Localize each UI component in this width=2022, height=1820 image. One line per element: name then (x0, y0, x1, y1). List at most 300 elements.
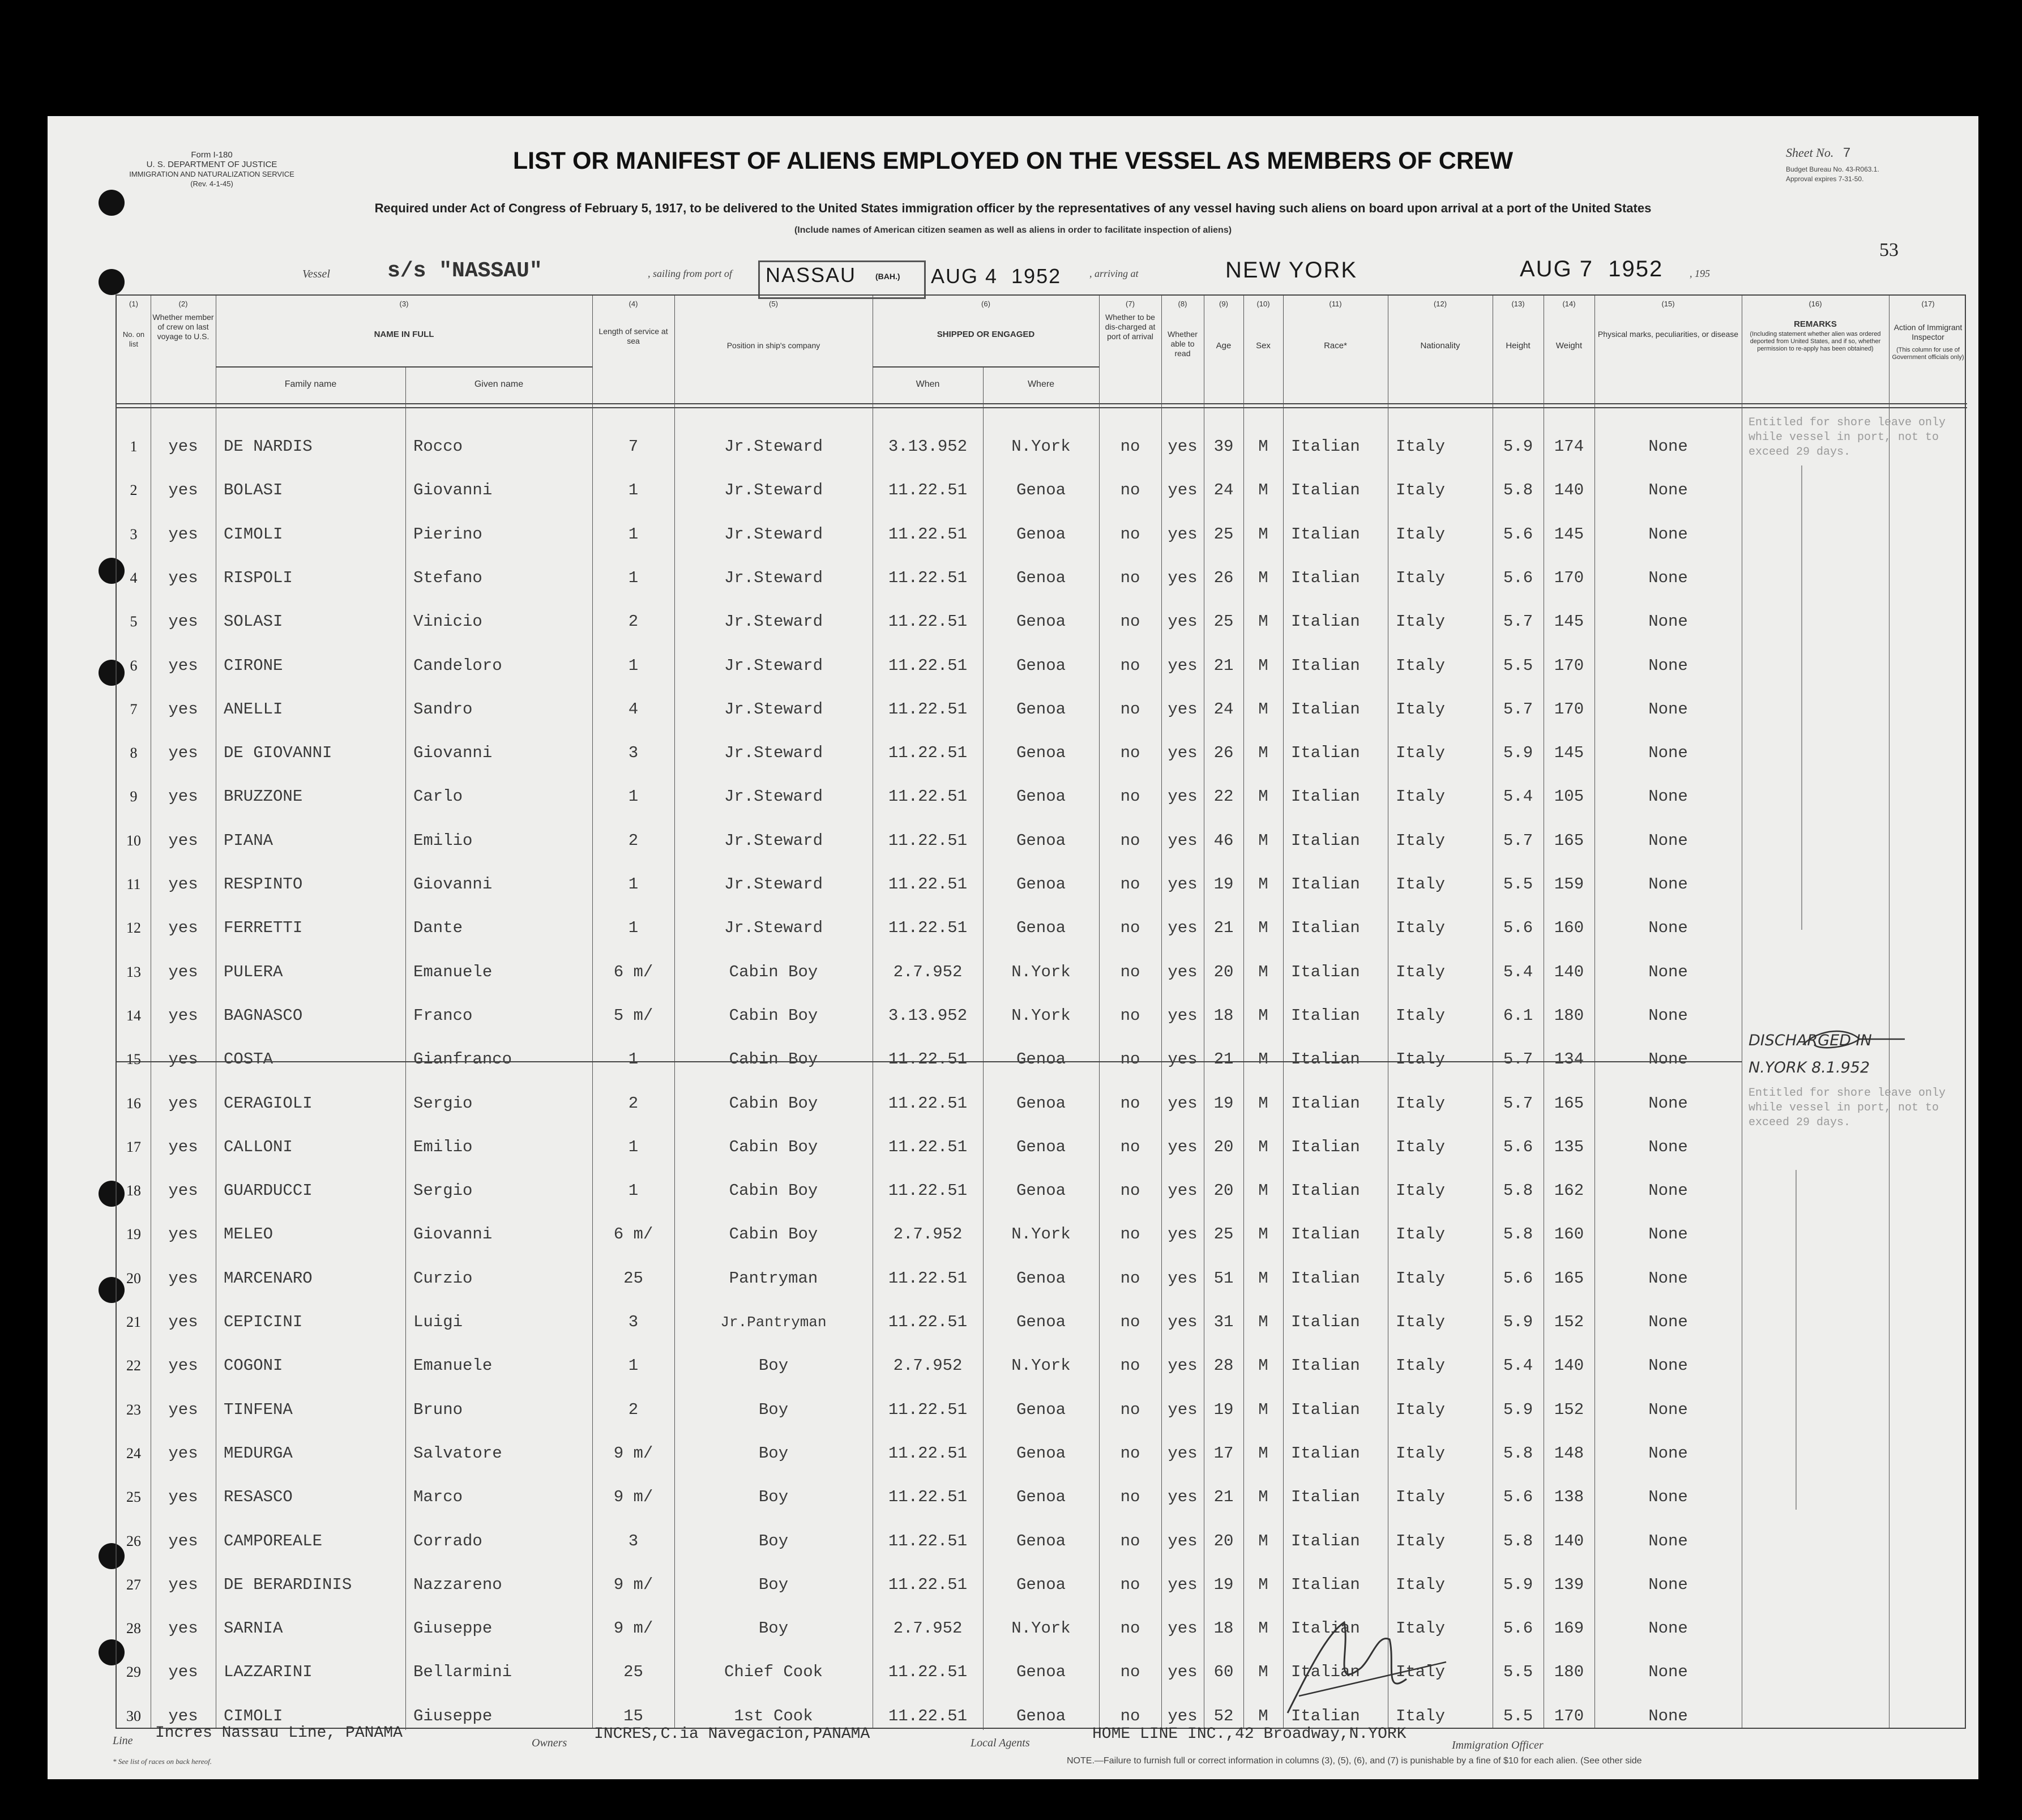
header-name-in-full: NAME IN FULL (374, 330, 434, 339)
cell-ht: 5.9 (1503, 437, 1533, 456)
cell-family: CEPICINI (224, 1313, 303, 1331)
column-number-c4: (4) (629, 300, 638, 308)
cell-when: 11.22.51 (888, 524, 968, 544)
cell-nat: Italy (1396, 1268, 1446, 1288)
cell-family: DE BERARDINIS (224, 1575, 352, 1594)
cell-svc: 4 (628, 699, 639, 719)
cell-nat: Italy (1396, 918, 1446, 938)
cell-pos: Boy (758, 1531, 789, 1550)
cell-sex: M (1258, 437, 1268, 456)
cell-race: Italian (1291, 744, 1360, 763)
cell-where: Genoa (1016, 831, 1066, 850)
cell-n: 9 (130, 788, 138, 805)
cell-wt: 160 (1554, 918, 1584, 938)
cell-read: yes (1168, 656, 1198, 675)
cell-age: 19 (1213, 1575, 1234, 1594)
cell-sex: M (1258, 612, 1268, 631)
cell-given: Franco (413, 1006, 473, 1025)
cell-n: 27 (126, 1576, 141, 1593)
cell-race: Italian (1291, 1575, 1360, 1594)
punch-hole (99, 269, 125, 295)
cell-family: PIANA (224, 831, 273, 850)
cell-race: Italian (1291, 1093, 1360, 1113)
cell-last: yes (168, 1400, 198, 1419)
cell-family: RISPOLI (224, 568, 293, 587)
header-last-voyage: Whether member of crew on last voyage to U.S. (152, 313, 214, 341)
table-row (117, 1258, 1967, 1300)
cell-svc: 1 (628, 875, 639, 894)
cell-when: 11.22.51 (888, 612, 968, 631)
cell-n: 4 (130, 569, 138, 586)
races-footnote: * See list of races on back hereof. (113, 1757, 212, 1766)
cell-where: N.York (1011, 1006, 1071, 1025)
cell-where: Genoa (1016, 787, 1066, 806)
cell-sex: M (1258, 1050, 1268, 1069)
year-suffix: , 195 (1690, 268, 1710, 279)
cell-when: 11.22.51 (888, 1488, 968, 1507)
cell-nat: Italy (1396, 1531, 1446, 1550)
page-subnote: (Include names of American citizen seamen as well as aliens in order to facilitate inspection of aliens) (794, 225, 1232, 235)
cell-pos: Boy (758, 1356, 789, 1375)
cell-age: 17 (1213, 1443, 1234, 1463)
cell-family: ANELLI (224, 699, 283, 719)
cell-where: Genoa (1016, 1137, 1066, 1156)
cell-read: yes (1168, 831, 1198, 850)
cell-when: 11.22.51 (888, 787, 968, 806)
cell-ht: 5.6 (1503, 918, 1533, 938)
table-row (117, 864, 1967, 905)
cell-phys: None (1648, 1488, 1688, 1507)
cell-nat: Italy (1396, 437, 1446, 456)
cell-race: Italian (1291, 1488, 1360, 1507)
cell-n: 11 (126, 876, 141, 892)
cell-last: yes (168, 1006, 198, 1025)
cell-ht: 5.9 (1503, 744, 1533, 763)
cell-nat: Italy (1396, 524, 1446, 544)
departure-date: AUG 4 1952 (931, 264, 1062, 288)
cell-phys: None (1648, 1706, 1688, 1725)
cell-when: 2.7.952 (893, 1356, 963, 1375)
remarks-pencil-line (1796, 1170, 1797, 1510)
header-when: When (916, 379, 940, 389)
header-remarks: REMARKS (1794, 319, 1837, 329)
cell-dis: no (1120, 744, 1140, 763)
cell-read: yes (1168, 962, 1198, 981)
header-shipped-engaged: SHIPPED OR ENGAGED (937, 330, 1035, 339)
cell-dis: no (1120, 699, 1140, 719)
cell-ht: 5.5 (1503, 1663, 1533, 1682)
header-discharged: Whether to be dis-charged at port of arrival (1105, 313, 1156, 341)
table-row (117, 601, 1967, 643)
cell-given: Emilio (413, 1137, 473, 1156)
cell-sex: M (1258, 1225, 1268, 1244)
cell-age: 28 (1213, 1356, 1234, 1375)
cell-sex: M (1258, 1313, 1268, 1331)
cell-n: 15 (126, 1051, 141, 1068)
crew-table (116, 294, 1966, 1729)
column-number-c8: (8) (1178, 300, 1187, 308)
cell-given: Curzio (413, 1268, 473, 1288)
cell-where: Genoa (1016, 1706, 1066, 1725)
cell-phys: None (1648, 1619, 1688, 1638)
cell-last: yes (168, 1050, 198, 1069)
cell-dis: no (1120, 437, 1140, 456)
cell-age: 24 (1213, 481, 1234, 500)
table-row (117, 820, 1967, 862)
cell-race: Italian (1291, 787, 1360, 806)
cell-phys: None (1648, 1443, 1688, 1463)
cell-n: 18 (126, 1182, 141, 1199)
cell-where: N.York (1011, 962, 1071, 981)
cell-where: Genoa (1016, 656, 1066, 675)
cell-n: 10 (126, 832, 141, 849)
cell-wt: 152 (1554, 1313, 1584, 1331)
cell-race: Italian (1291, 524, 1360, 544)
cell-nat: Italy (1396, 787, 1446, 806)
cell-svc: 9 m/ (613, 1575, 653, 1594)
cell-where: Genoa (1016, 1488, 1066, 1507)
cell-last: yes (168, 524, 198, 544)
page-subtitle: Required under Act of Congress of February 5, 1917, to be delivered to the United States immigration officer by the representatives of any vessel having such aliens on board upon arrival at a port of the United States (374, 201, 1652, 215)
header-rule (117, 407, 1967, 408)
cell-family: CAMPOREALE (224, 1531, 323, 1550)
cell-n: 1 (130, 438, 138, 455)
cell-svc: 1 (628, 481, 639, 500)
cell-n: 28 (126, 1620, 141, 1637)
budget-info (1786, 165, 1879, 184)
cell-pos: Chief Cook (724, 1663, 823, 1682)
cell-nat: Italy (1396, 1443, 1446, 1463)
cell-phys: None (1648, 918, 1688, 938)
cell-age: 21 (1213, 1050, 1234, 1069)
cell-read: yes (1168, 1488, 1198, 1507)
cell-where: Genoa (1016, 1663, 1066, 1682)
cell-given: Giovanni (413, 481, 493, 500)
cell-nat: Italy (1396, 875, 1446, 894)
table-row (117, 1301, 1967, 1343)
approval-expiry: Approval expires 7-31-50. (1786, 175, 1864, 183)
cell-svc: 5 m/ (613, 1006, 653, 1025)
cell-given: Nazzareno (413, 1575, 502, 1594)
header-family-name: Family name (284, 379, 337, 389)
cell-ht: 5.5 (1503, 1706, 1533, 1725)
cell-pos: Jr.Steward (724, 656, 823, 675)
cell-read: yes (1168, 1093, 1198, 1113)
cell-phys: None (1648, 1006, 1688, 1025)
cell-ht: 5.8 (1503, 1531, 1533, 1550)
cell-pos: Jr.Steward (724, 875, 823, 894)
cell-family: BAGNASCO (224, 1006, 303, 1025)
cell-svc: 6 m/ (613, 962, 653, 981)
cell-pos: Jr.Steward (724, 744, 823, 763)
cell-read: yes (1168, 699, 1198, 719)
form-department: U. S. DEPARTMENT OF JUSTICE (146, 160, 277, 169)
cell-dis: no (1120, 1268, 1140, 1288)
cell-ht: 5.8 (1503, 481, 1533, 500)
cell-last: yes (168, 1531, 198, 1550)
cell-dis: no (1120, 1663, 1140, 1682)
cell-last: yes (168, 1093, 198, 1113)
table-row (117, 1520, 1967, 1562)
cell-last: yes (168, 1619, 198, 1638)
cell-svc: 15 (623, 1706, 643, 1725)
cell-ht: 5.7 (1503, 612, 1533, 631)
cell-age: 21 (1213, 918, 1234, 938)
cell-given: Bruno (413, 1400, 463, 1419)
cell-read: yes (1168, 1225, 1198, 1244)
cell-sex: M (1258, 1531, 1268, 1550)
cell-phys: None (1648, 1400, 1688, 1419)
cell-last: yes (168, 1663, 198, 1682)
table-row (117, 1389, 1967, 1431)
cell-svc: 1 (628, 1181, 639, 1200)
cell-svc: 1 (628, 1050, 639, 1069)
cell-when: 11.22.51 (888, 481, 968, 500)
cell-dis: no (1120, 524, 1140, 544)
cell-age: 18 (1213, 1006, 1234, 1025)
cell-family: TINFENA (224, 1400, 293, 1419)
cell-wt: 145 (1554, 612, 1584, 631)
cell-when: 2.7.952 (893, 962, 963, 981)
cell-given: Giovanni (413, 1225, 493, 1244)
cell-wt: 148 (1554, 1443, 1584, 1463)
header-given-name: Given name (474, 379, 524, 389)
cell-age: 19 (1213, 1093, 1234, 1113)
cell-where: N.York (1011, 1225, 1071, 1244)
cell-age: 19 (1213, 875, 1234, 894)
cell-nat: Italy (1396, 1006, 1446, 1025)
cell-nat: Italy (1396, 1313, 1446, 1331)
cell-where: Genoa (1016, 568, 1066, 587)
cell-phys: None (1648, 481, 1688, 500)
remark-discharged: DISCHARGED IN N.YORK 8.1.952 (1749, 1032, 1872, 1077)
header-able-to-read: Whether able to read (1168, 330, 1198, 358)
cell-age: 18 (1213, 1619, 1234, 1638)
cell-svc: 25 (623, 1663, 643, 1682)
cell-ht: 5.5 (1503, 875, 1533, 894)
cell-ht: 5.8 (1503, 1225, 1533, 1244)
table-row (117, 776, 1967, 818)
cell-svc: 1 (628, 1356, 639, 1375)
cell-family: MEDURGA (224, 1443, 293, 1463)
column-number-c12: (12) (1433, 300, 1447, 308)
table-row (117, 1476, 1967, 1518)
cell-svc: 1 (628, 656, 639, 675)
cell-nat: Italy (1396, 1575, 1446, 1594)
cell-when: 11.22.51 (888, 1663, 968, 1682)
cell-pos: Pantryman (729, 1268, 818, 1288)
cell-wt: 165 (1554, 831, 1584, 850)
table-row (117, 557, 1967, 599)
cell-n: 3 (130, 526, 138, 542)
cell-given: Sergio (413, 1181, 473, 1200)
cell-when: 11.22.51 (888, 1575, 968, 1594)
cell-when: 3.13.952 (888, 437, 968, 456)
cell-age: 19 (1213, 1400, 1234, 1419)
form-number: Form I-180 (191, 150, 233, 160)
cell-sex: M (1258, 656, 1268, 675)
header-inspector-note: (This column for use of Government officials only) (1892, 347, 1964, 361)
cell-given: Carlo (413, 787, 463, 806)
table-row (117, 514, 1967, 556)
cell-last: yes (168, 1356, 198, 1375)
cell-race: Italian (1291, 1006, 1360, 1025)
table-row (117, 1564, 1967, 1606)
cell-ht: 5.9 (1503, 1400, 1533, 1419)
cell-sex: M (1258, 1619, 1268, 1638)
cell-ht: 5.9 (1503, 1313, 1533, 1331)
cell-n: 17 (126, 1138, 141, 1155)
cell-pos: Cabin Boy (729, 1093, 818, 1113)
cell-age: 46 (1213, 831, 1234, 850)
cell-dis: no (1120, 1706, 1140, 1725)
cell-when: 11.22.51 (888, 1137, 968, 1156)
cell-n: 7 (130, 700, 138, 717)
cell-nat: Italy (1396, 612, 1446, 631)
cell-when: 11.22.51 (888, 744, 968, 763)
cell-family: DE NARDIS (224, 437, 313, 456)
cell-svc: 1 (628, 918, 639, 938)
inspector-signature (1265, 1600, 1469, 1730)
cell-where: Genoa (1016, 1531, 1066, 1550)
cell-race: Italian (1291, 612, 1360, 631)
cell-read: yes (1168, 744, 1198, 763)
cell-ht: 5.4 (1503, 787, 1533, 806)
cell-race: Italian (1291, 699, 1360, 719)
cell-nat: Italy (1396, 699, 1446, 719)
cell-race: Italian (1291, 875, 1360, 894)
header-rule (117, 403, 1967, 404)
cell-read: yes (1168, 787, 1198, 806)
cell-n: 24 (126, 1445, 141, 1462)
agents-value: HOME LINE INC.,42 Broadway,N.YORK (1092, 1725, 1407, 1743)
cell-when: 2.7.952 (893, 1225, 963, 1244)
cell-read: yes (1168, 481, 1198, 500)
cell-when: 11.22.51 (888, 568, 968, 587)
cell-when: 2.7.952 (893, 1619, 963, 1638)
column-number-c6: (6) (981, 300, 990, 308)
cell-where: Genoa (1016, 875, 1066, 894)
cell-when: 11.22.51 (888, 918, 968, 938)
cell-dis: no (1120, 1093, 1140, 1113)
cell-svc: 2 (628, 831, 639, 850)
cell-phys: None (1648, 612, 1688, 631)
cell-pos: Cabin Boy (729, 962, 818, 981)
cell-given: Emanuele (413, 1356, 493, 1375)
cell-age: 25 (1213, 524, 1234, 544)
arriving-label: , arriving at (1089, 268, 1139, 279)
cell-pos: Boy (758, 1400, 789, 1419)
cell-last: yes (168, 1488, 198, 1507)
cell-given: Gianfranco (413, 1050, 512, 1069)
cell-n: 23 (126, 1401, 141, 1418)
cell-family: CIRONE (224, 656, 283, 675)
table-row (117, 1651, 1967, 1693)
cell-sex: M (1258, 1268, 1268, 1288)
cell-age: 31 (1213, 1313, 1234, 1331)
cell-family: MELEO (224, 1225, 273, 1244)
subheader-rule (216, 366, 592, 368)
cell-age: 22 (1213, 787, 1234, 806)
cell-dis: no (1120, 1225, 1140, 1244)
cell-dis: no (1120, 1356, 1140, 1375)
cell-pos: Jr.Steward (724, 699, 823, 719)
cell-read: yes (1168, 1663, 1198, 1682)
cell-nat: Italy (1396, 1356, 1446, 1375)
cell-phys: None (1648, 831, 1688, 850)
cell-ht: 5.7 (1503, 1050, 1533, 1069)
discharge-mark-icon (1797, 1022, 1910, 1056)
cell-dis: no (1120, 1531, 1140, 1550)
cell-nat: Italy (1396, 1050, 1446, 1069)
owners-value: INCRES,C.ia Navegacion,PANAMA (594, 1725, 870, 1743)
table-row (117, 1126, 1967, 1168)
cell-race: Italian (1291, 481, 1360, 500)
line-label: Line (113, 1734, 133, 1747)
cell-svc: 2 (628, 1093, 639, 1113)
cell-sex: M (1258, 524, 1268, 544)
cell-age: 21 (1213, 656, 1234, 675)
cell-family: CIMOLI (224, 1706, 283, 1725)
cell-when: 11.22.51 (888, 1268, 968, 1288)
cell-sex: M (1258, 1575, 1268, 1594)
cell-nat: Italy (1396, 744, 1446, 763)
cell-pos: Jr.Steward (724, 918, 823, 938)
cell-read: yes (1168, 1619, 1198, 1638)
cell-dis: no (1120, 568, 1140, 587)
cell-phys: None (1648, 437, 1688, 456)
cell-age: 24 (1213, 699, 1234, 719)
cell-age: 39 (1213, 437, 1234, 456)
sheet-number-value: 7 (1843, 146, 1851, 161)
cell-svc: 25 (623, 1268, 643, 1288)
cell-last: yes (168, 1181, 198, 1200)
cell-phys: None (1648, 1225, 1688, 1244)
cell-race: Italian (1291, 568, 1360, 587)
cell-where: N.York (1011, 437, 1071, 456)
cell-phys: None (1648, 1137, 1688, 1156)
cell-family: COGONI (224, 1356, 283, 1375)
cell-race: Italian (1291, 1181, 1360, 1200)
row-strikethrough (117, 1061, 1742, 1062)
cell-last: yes (168, 787, 198, 806)
cell-given: Marco (413, 1488, 463, 1507)
budget-bureau: Budget Bureau No. 43-R063.1. (1786, 165, 1879, 173)
table-row (117, 1345, 1967, 1387)
cell-last: yes (168, 831, 198, 850)
cell-phys: None (1648, 656, 1688, 675)
cell-pos: Jr.Steward (724, 524, 823, 544)
cell-sex: M (1258, 1400, 1268, 1419)
column-number-c17: (17) (1921, 300, 1935, 308)
cell-race: Italian (1291, 1313, 1360, 1331)
cell-phys: None (1648, 744, 1688, 763)
cell-nat: Italy (1396, 1400, 1446, 1419)
cell-dis: no (1120, 1137, 1140, 1156)
form-revision: (Rev. 4-1-45) (190, 180, 233, 188)
cell-phys: None (1648, 1531, 1688, 1550)
cell-read: yes (1168, 1575, 1198, 1594)
cell-wt: 152 (1554, 1400, 1584, 1419)
cell-phys: None (1648, 699, 1688, 719)
cell-age: 26 (1213, 744, 1234, 763)
cell-age: 60 (1213, 1663, 1234, 1682)
cell-read: yes (1168, 1443, 1198, 1463)
cell-age: 26 (1213, 568, 1234, 587)
cell-pos: Cabin Boy (729, 1225, 818, 1244)
cell-wt: 140 (1554, 1531, 1584, 1550)
cell-race: Italian (1291, 918, 1360, 938)
